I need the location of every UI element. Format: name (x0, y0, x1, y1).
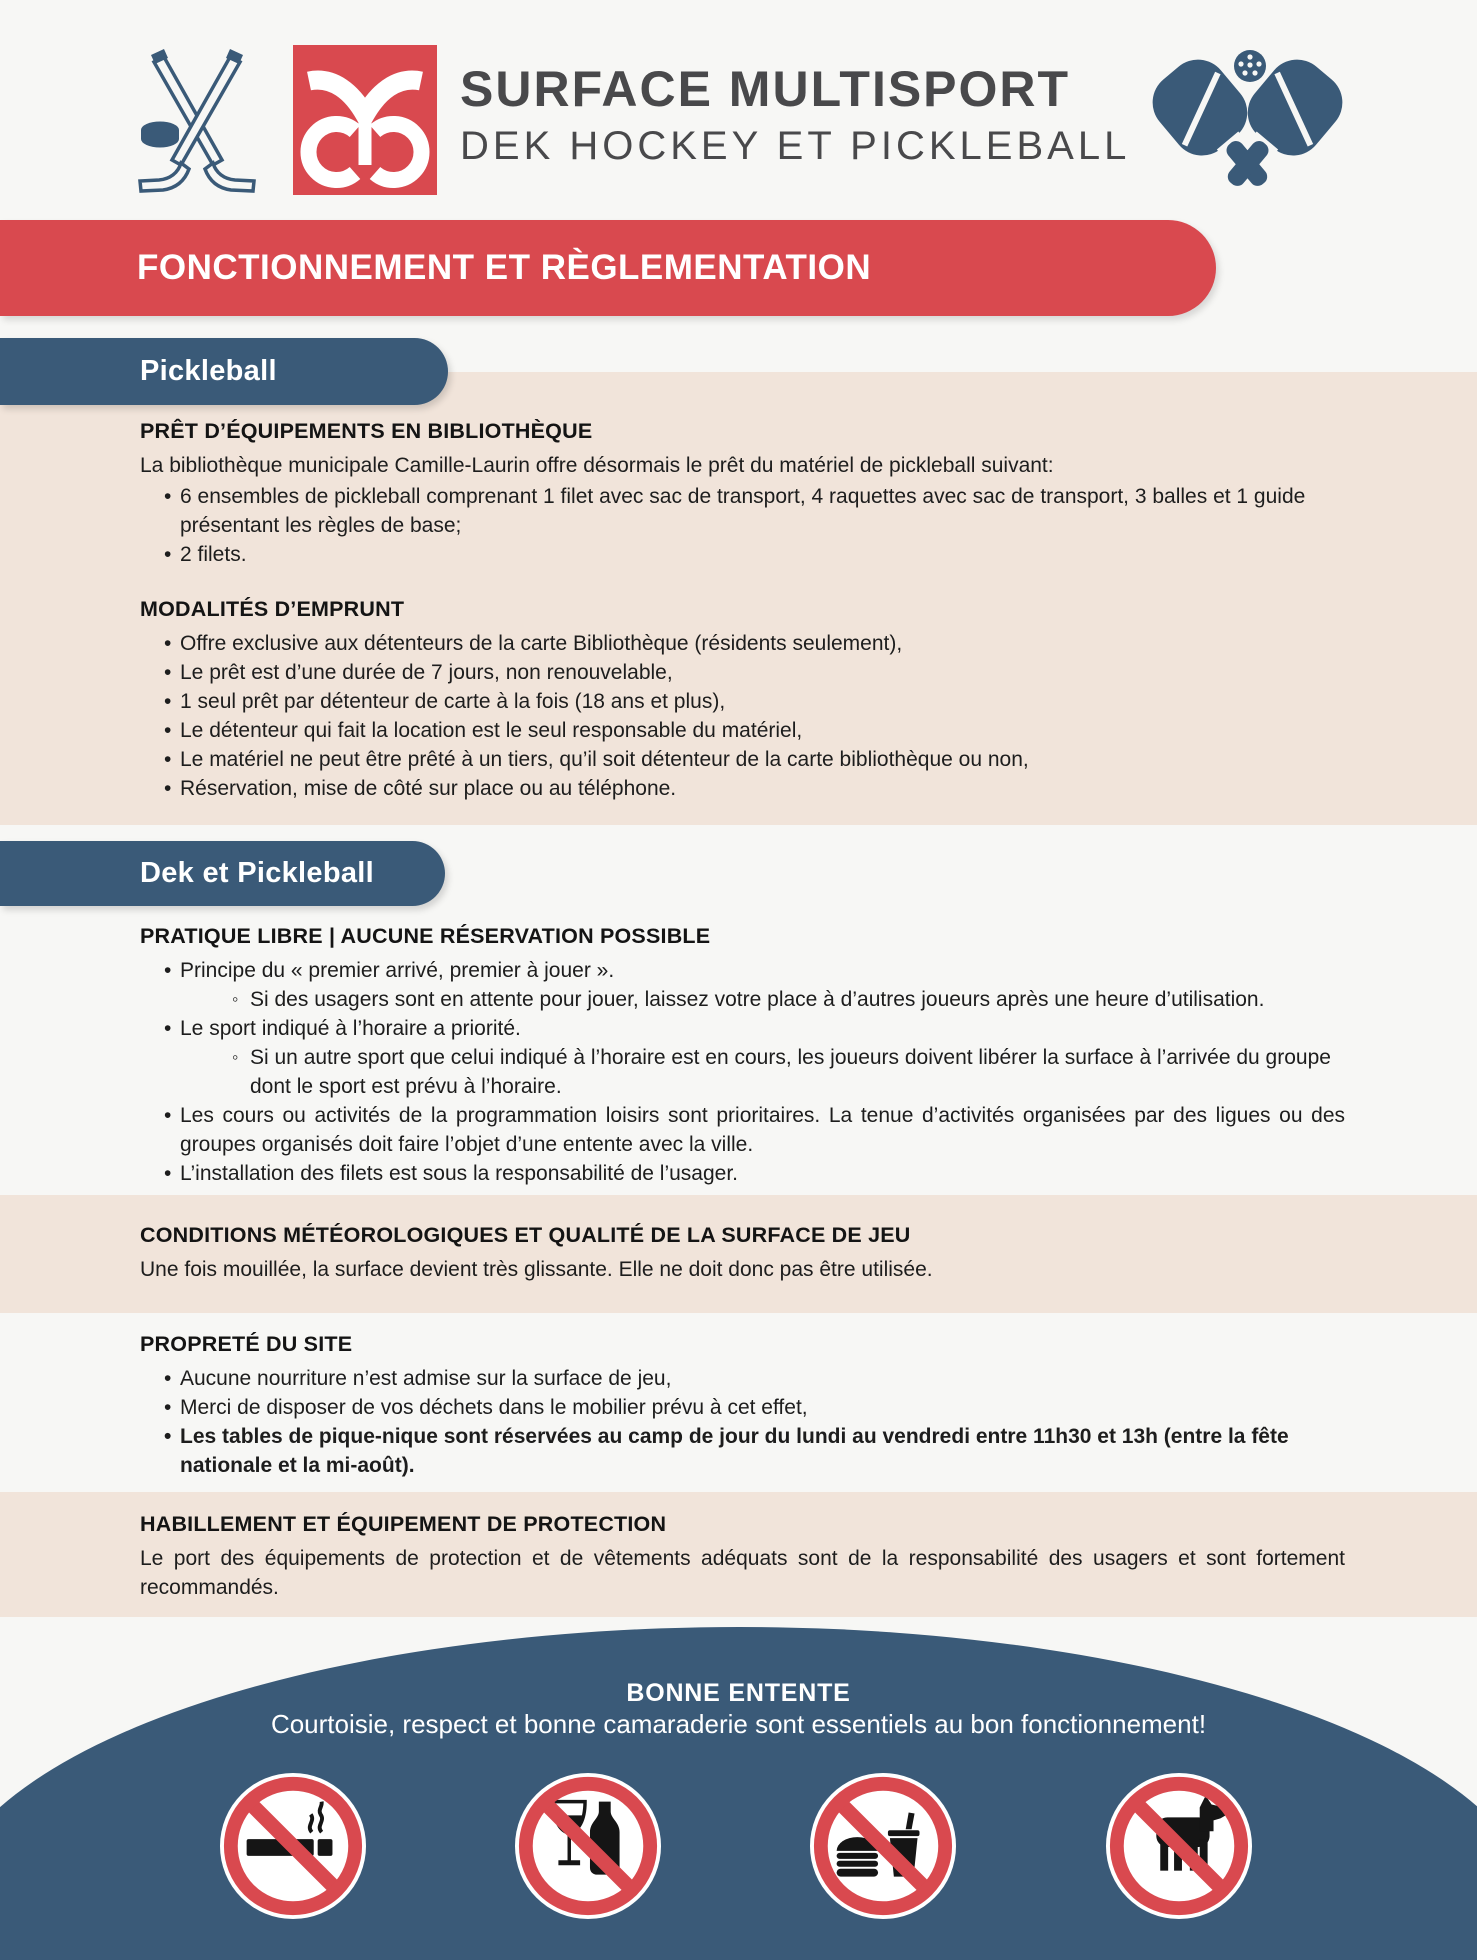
group-intro: Une fois mouillée, la surface devient très glissante. Elle ne doit donc pas être utilisée. (140, 1258, 933, 1281)
no-dogs-icon (1105, 1772, 1253, 1920)
list-item-text: L’installation des filets est sous la responsabilité de l’usager. (180, 1162, 738, 1185)
group-heading: HABILLEMENT ET ÉQUIPEMENT DE PROTECTION (140, 1512, 667, 1536)
loan-terms-group (140, 597, 1345, 803)
list-item-text: Les tables de pique-nique sont réservées au camp de jour du lundi au vendredi entre 11h30 et 13h (entre la fête nationale et la mi-août). (180, 1425, 1289, 1477)
group-intro: La bibliothèque municipale Camille-Laurin offre désormais le prêt du matériel de pickleball suivant: (140, 454, 1054, 477)
equipment-loan-group (140, 419, 1345, 569)
section-pill-pickleball (0, 338, 448, 405)
group-heading: PRÊT D’ÉQUIPEMENTS EN BIBLIOTHÈQUE (140, 419, 593, 443)
list-item (140, 1014, 1345, 1101)
list-item (140, 774, 1345, 803)
footer-message: Courtoisie, respect et bonne camaraderie sont essentiels au bon fonctionnement! (270, 1709, 1207, 1739)
list-item-text: Aucune nourriture n’est admise sur la surface de jeu, (180, 1367, 672, 1390)
list-item (140, 540, 1345, 569)
protective-equipment-group (140, 1512, 1345, 1602)
group-intro: Le port des équipements de protection et de vêtements adéquats sont de la responsabilité des usagers et sont fortement recommandés. (140, 1547, 1345, 1599)
city-monogram-logo (293, 45, 437, 195)
list-item (140, 1159, 1345, 1188)
bullet-list (140, 956, 1345, 1188)
list-item-text: Principe du « premier arrivé, premier à jouer ». (180, 959, 615, 982)
list-item (140, 482, 1345, 540)
list-item (140, 716, 1345, 745)
list-item-text: Offre exclusive aux détenteurs de la carte Bibliothèque (résidents seulement), (180, 632, 903, 655)
group-heading: CONDITIONS MÉTÉOROLOGIQUES ET QUALITÉ DE LA SURFACE DE JEU (140, 1223, 911, 1247)
list-item (140, 956, 1345, 1014)
list-item-text: 6 ensembles de pickleball comprenant 1 filet avec sac de transport, 4 raquettes avec sac de transport, 3 balles et 1 guide présentant les règles de base; (180, 485, 1306, 537)
group-heading: PROPRETÉ DU SITE (140, 1332, 353, 1356)
list-item (140, 687, 1345, 716)
crossed-hockey-sticks-icon (138, 48, 256, 193)
no-food-drinks-icon (809, 1772, 957, 1920)
no-smoking-icon (219, 1772, 367, 1920)
list-item-text: Le prêt est d’une durée de 7 jours, non renouvelable, (180, 661, 673, 684)
brand-title: SURFACE MULTISPORT (460, 61, 1071, 117)
site-cleanliness-group (140, 1332, 1345, 1480)
bullet-list (140, 1364, 1345, 1480)
bullet-list (140, 482, 1345, 569)
section-pill-dek-et-pickleball (0, 841, 445, 906)
list-item-text: 2 filets. (180, 543, 247, 566)
brand-subtitle: DEK HOCKEY ET PICKLEBALL (460, 124, 1131, 168)
sub-list-item (180, 985, 1345, 1014)
group-heading: MODALITÉS D’EMPRUNT (140, 597, 405, 621)
bullet-list (140, 629, 1345, 803)
list-item (140, 1393, 1345, 1422)
list-item-text: 1 seul prêt par détenteur de carte à la fois (18 ans et plus), (180, 690, 726, 713)
no-alcohol-icon (514, 1772, 662, 1920)
list-item (140, 1364, 1345, 1393)
list-item-text: Le matériel ne peut être prêté à un tiers, qu’il soit détenteur de la carte bibliothèque ou non, (180, 748, 1029, 771)
main-banner-label: FONCTIONNEMENT ET RÈGLEMENTATION (137, 248, 872, 287)
weather-conditions-group (140, 1223, 1345, 1284)
main-banner (0, 220, 1216, 316)
list-item-text: Les cours ou activités de la programmation loisirs sont prioritaires. La tenue d’activités organisées par des ligues ou des groupes organisés doit faire l’objet d’une entente avec la ville. (180, 1104, 1345, 1156)
list-item-text: Si un autre sport que celui indiqué à l’horaire est en cours, les joueurs doivent libérer la surface à l’arrivée du groupe dont le sport est prévu à l’horaire. (250, 1046, 1331, 1098)
list-item (140, 658, 1345, 687)
sub-bullet-list (180, 985, 1345, 1014)
list-item (140, 1101, 1345, 1159)
sub-bullet-list (180, 1043, 1345, 1101)
pickleball-paddles-icon (1150, 38, 1345, 193)
list-item-text: Le sport indiqué à l’horaire a priorité. (180, 1017, 521, 1040)
list-item (140, 1422, 1345, 1480)
free-play-group (140, 924, 1345, 1188)
list-item (140, 745, 1345, 774)
group-heading: PRATIQUE LIBRE | AUCUNE RÉSERVATION POSSIBLE (140, 924, 711, 948)
list-item-text: Si des usagers sont en attente pour jouer, laissez votre place à d’autres joueurs après une heure d’utilisation. (250, 988, 1265, 1011)
city-monogram-icon (293, 45, 437, 195)
list-item-text: Merci de disposer de vos déchets dans le mobilier prévu à cet effet, (180, 1396, 808, 1419)
section-pill-label: Dek et Pickleball (140, 857, 374, 889)
sub-list-item (180, 1043, 1345, 1101)
list-item (140, 629, 1345, 658)
list-item-text: Le détenteur qui fait la location est le seul responsable du matériel, (180, 719, 803, 742)
list-item-text: Réservation, mise de côté sur place ou au téléphone. (180, 777, 677, 800)
section-pill-label: Pickleball (140, 355, 277, 387)
footer-heading: BONNE ENTENTE (626, 1679, 851, 1707)
